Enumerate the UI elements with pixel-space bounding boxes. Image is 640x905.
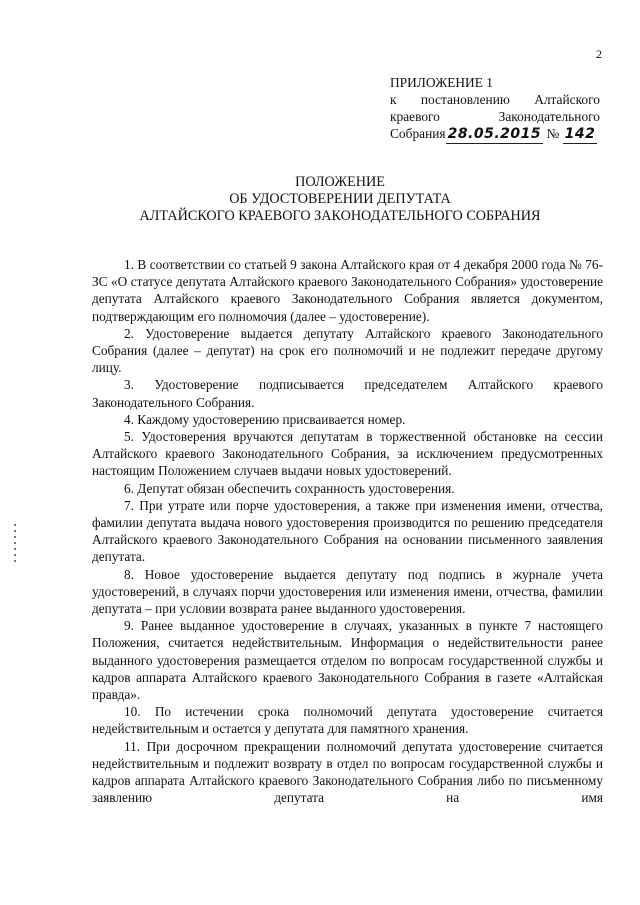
- paragraph-1: 1. В соответствии со статьей 9 закона Алтайского края от 4 декабря 2000 года № 76-ЗС «О статусе депутата Алтайского краевого Законодательного Собрания» удостоверение депутата Алтайского краевого Законодательного Собрания является документом, подтверждающим его полномочия (далее – удостоверение).: [92, 257, 603, 324]
- binding-margin-marks: [14, 524, 16, 566]
- number-sign: №: [546, 126, 560, 141]
- appendix-resolution-line: к постановлению Алтайского: [390, 92, 600, 107]
- page-number: 2: [596, 47, 602, 61]
- paragraph-10: 10. По истечении срока полномочий депутата удостоверение считается недействительным и остается у депутата для памятного хранения.: [92, 704, 603, 737]
- paragraph-4: 4. Каждому удостоверению присваивается номер.: [124, 411, 406, 427]
- paragraph-7: 7. При утрате или порче удостоверения, а также при изменения имени, отчества, фамилии депутата выдача нового удостоверения производится по решению председателя Алтайского краевого Законодательного Собрания на основании письменного заявления депутата.: [92, 497, 603, 565]
- appendix-header: [390, 74, 600, 144]
- paragraph-3: 3. Удостоверение подписывается председателем Алтайского краевого Законодательного Собрания.: [92, 377, 603, 410]
- document-body: [92, 256, 603, 807]
- title-line-1: ПОЛОЖЕНИЕ: [295, 174, 385, 190]
- paragraph-8: 8. Новое удостоверение выдается депутату под подпись в журнале учета удостоверений, в случаях порчи удостоверения или изменения имени, отчества, фамилии депутата – при условии возврата ранее выданного удостоверения.: [92, 566, 603, 617]
- document-title: [110, 174, 570, 225]
- appendix-title: ПРИЛОЖЕНИЕ 1: [390, 75, 493, 90]
- handwritten-date: 28.05.2015: [447, 126, 542, 142]
- appendix-assembly-word: Собрания: [390, 126, 446, 141]
- appendix-date-line: [390, 125, 600, 144]
- paragraph-6: 6. Депутат обязан обеспечить сохранность удостоверения.: [124, 480, 455, 496]
- appendix-assembly-line: краевого Законодательного: [390, 109, 600, 124]
- paragraph-11: 11. При досрочном прекращении полномочий депутата удостоверение считается недействительным и подлежит возврату в отдел по вопросам государственной службы и кадров аппарата Алтайского краевого Законодательного Собрания либо по письменному заявлению депутата на имя: [92, 738, 603, 806]
- handwritten-number: 142: [564, 126, 596, 142]
- title-line-2: ОБ УДОСТОВЕРЕНИИ ДЕПУТАТА: [229, 191, 451, 207]
- paragraph-2: 2. Удостоверение выдается депутату Алтайского краевого Законодательного Собрания (далее – депутат) на срок его полномочий и не подлежит передаче другому лицу.: [92, 325, 603, 376]
- paragraph-9: 9. Ранее выданное удостоверение в случаях, указанных в пункте 7 настоящего Положения, считается недействительным. Информация о недействительности ранее выданного удостоверения размещается отделом по вопросам государственной службы и кадров аппарата Алтайского краевого Законодательного Собрания в газете «Алтайская правда».: [92, 618, 603, 703]
- paragraph-5: 5. Удостоверения вручаются депутатам в торжественной обстановке на сессии Алтайского краевого Законодательного Собрания, за исключением предусмотренных настоящим Положением случаев выдачи новых удостоверений.: [92, 429, 603, 479]
- title-line-3: АЛТАЙСКОГО КРАЕВОГО ЗАКОНОДАТЕЛЬНОГО СОБРАНИЯ: [139, 208, 541, 224]
